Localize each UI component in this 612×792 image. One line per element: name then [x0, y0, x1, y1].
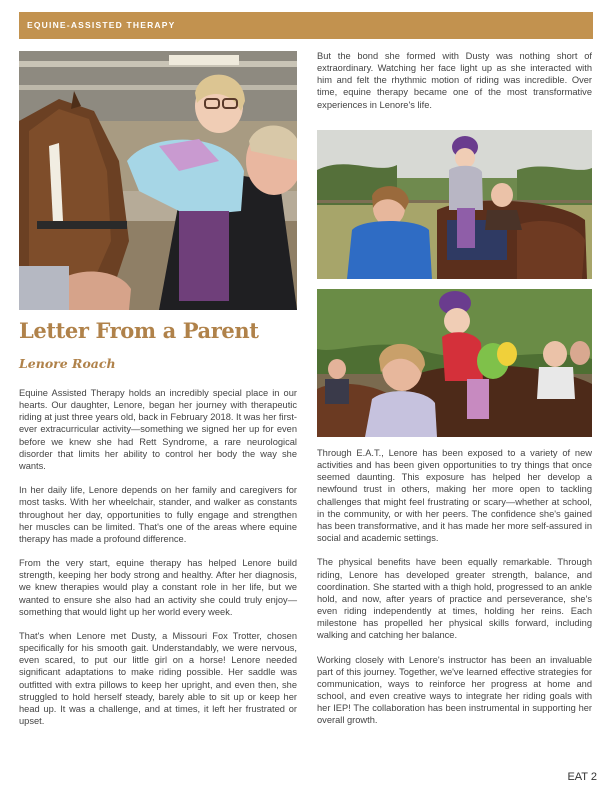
body-paragraph: That's when Lenore met Dusty, a Missouri Fox Trotter, chosen specifically for his smooth gait. Understandably, we were nervous, even scared, to put our little girl on a horse! Lenore needed significant adaptations to make riding possible. Her saddle was outfitted with extra pillows to keep her upright, and even then, she struggled to hold herself steady, barely able to sit up or keep her head up. It was a challenge, and at times, it left her frustrated or upset.: [19, 630, 297, 727]
photo-girl-riding-outdoors: [317, 130, 592, 279]
body-paragraph: Working closely with Lenore's instructor has been an invaluable part of this journey. Together, we've learned effective strategies for communication, ways to reinforce her progress at home and school, and even creative ways to integrate her riding goals with her IEP! The collaboration has been instrumental in supporting her overall growth.: [317, 654, 592, 726]
section-label: EQUINE-ASSISTED THERAPY: [27, 20, 176, 30]
article-body-right-top: [317, 50, 592, 123]
body-paragraph: From the very start, equine therapy has helped Lenore build strength, keeping her body strong and healthy. After her diagnosis, we knew therapies would play a constant role in her life, but we wanted to ensure she also had an activity she could truly enjoy—something that would light up her world every week.: [19, 558, 297, 617]
page-number: EAT 2: [567, 771, 597, 783]
body-paragraph: In her daily life, Lenore depends on her family and caregivers for most tasks. With her wheelchair, stander, and walker as constants throughout her day, opportunities to fully engage and strengthen her muscles can be limited. That's one of the areas where equine therapy has made a profound difference.: [19, 485, 297, 544]
body-paragraph: Through E.A.T., Lenore has been exposed to a variety of new activities and has been given opportunities to try things that once seemed daunting. This exposure has helped her develop a newfound trust in others, making her more open to tackling challenges that might feel frustrating or scary—whether at school, in the community, or with her peers. The confidence she's gained has been transformative, and it has made her more self-assured in social and academic settings.: [317, 448, 592, 544]
photo-girl-riding-with-support: [317, 289, 592, 437]
body-paragraph: But the bond she formed with Dusty was nothing short of extraordinary. Watching her face light up as she interacted with him and felt the rhythmic motion of riding was incredible. Over time, equine therapy became one of the most transformative experiences in Lenore's life.: [317, 51, 592, 110]
article-body-left: [19, 387, 297, 739]
section-banner: [19, 12, 593, 39]
photo-girl-petting-horse: [19, 51, 297, 310]
article-body-right-bottom: [317, 447, 592, 739]
body-paragraph: The physical benefits have been equally remarkable. Through riding, Lenore has developed greater strength, balance, and coordination. She started with a thigh hold, progressed to an ankle hold, and now, after years of practice and perseverance, she's even riding independently at times, holding her reins. Each milestone has propelled her physical skills forward, including walking and catching her balance.: [317, 557, 592, 641]
body-paragraph: Equine Assisted Therapy holds an incredibly special place in our hearts. Our daughter, Lenore, began her journey with therapeutic riding at just three years old, back in February 2018. It was her first-ever extracurricular activity—something we signed her up for even before we knew she had Rett Syndrome, a rare neurological disorder that limits her ability to control her body the way she wants.: [19, 388, 297, 471]
article-title: Letter From a Parent: [19, 318, 259, 343]
article-author: Lenore Roach: [19, 356, 116, 371]
